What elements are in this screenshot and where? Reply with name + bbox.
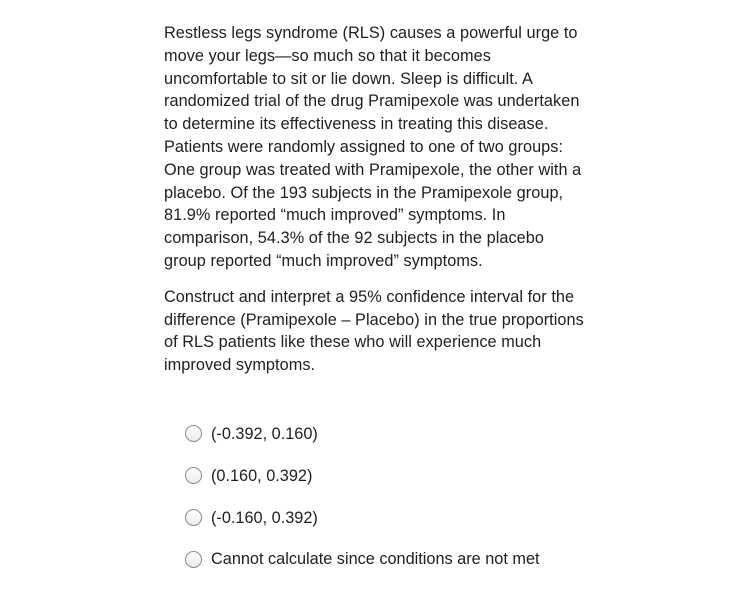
answer-option-3[interactable] [185,507,585,530]
answer-option-1-label: (-0.392, 0.160) [211,425,318,443]
answer-option-4-label: Cannot calculate since conditions are not met [211,550,540,569]
answer-option-2-label: (0.160, 0.392) [211,466,313,485]
radio-button-2[interactable] [185,467,202,484]
question-text [164,22,584,377]
answer-option-1[interactable] [185,423,585,446]
answer-option-4[interactable] [185,548,585,571]
answer-option-3-label: (-0.160, 0.392) [211,508,318,527]
answer-option-2[interactable] [185,465,585,488]
question-stem: Restless legs syndrome (RLS) causes a powerful urge to move your legs—so much so that it becomes uncomfortable to sit or lie down. Sleep is difficult. A randomized trial of the drug Pramipexole was undertaken to determine its effectiveness in treating this disease. Patients were randomly assigned to one of two groups: One group was treated with Pramipexole, the other with a placebo. Of the 193 subjects in the Pramipexole group, 81.9% reported “much improved” symptoms. In comparison, 54.3% of the 92 subjects in the placebo group reported “much improved” symptoms. [164,24,582,270]
question-prompt: Construct and interpret a 95% confidence interval for the difference (Pramipexole – Placebo) in the true proportions of RLS patients like these who will experience much improved symptoms. [164,287,584,375]
radio-button-3[interactable] [185,509,202,526]
radio-button-4[interactable] [185,551,202,568]
radio-button-1[interactable] [185,425,202,442]
answer-options [185,423,585,571]
